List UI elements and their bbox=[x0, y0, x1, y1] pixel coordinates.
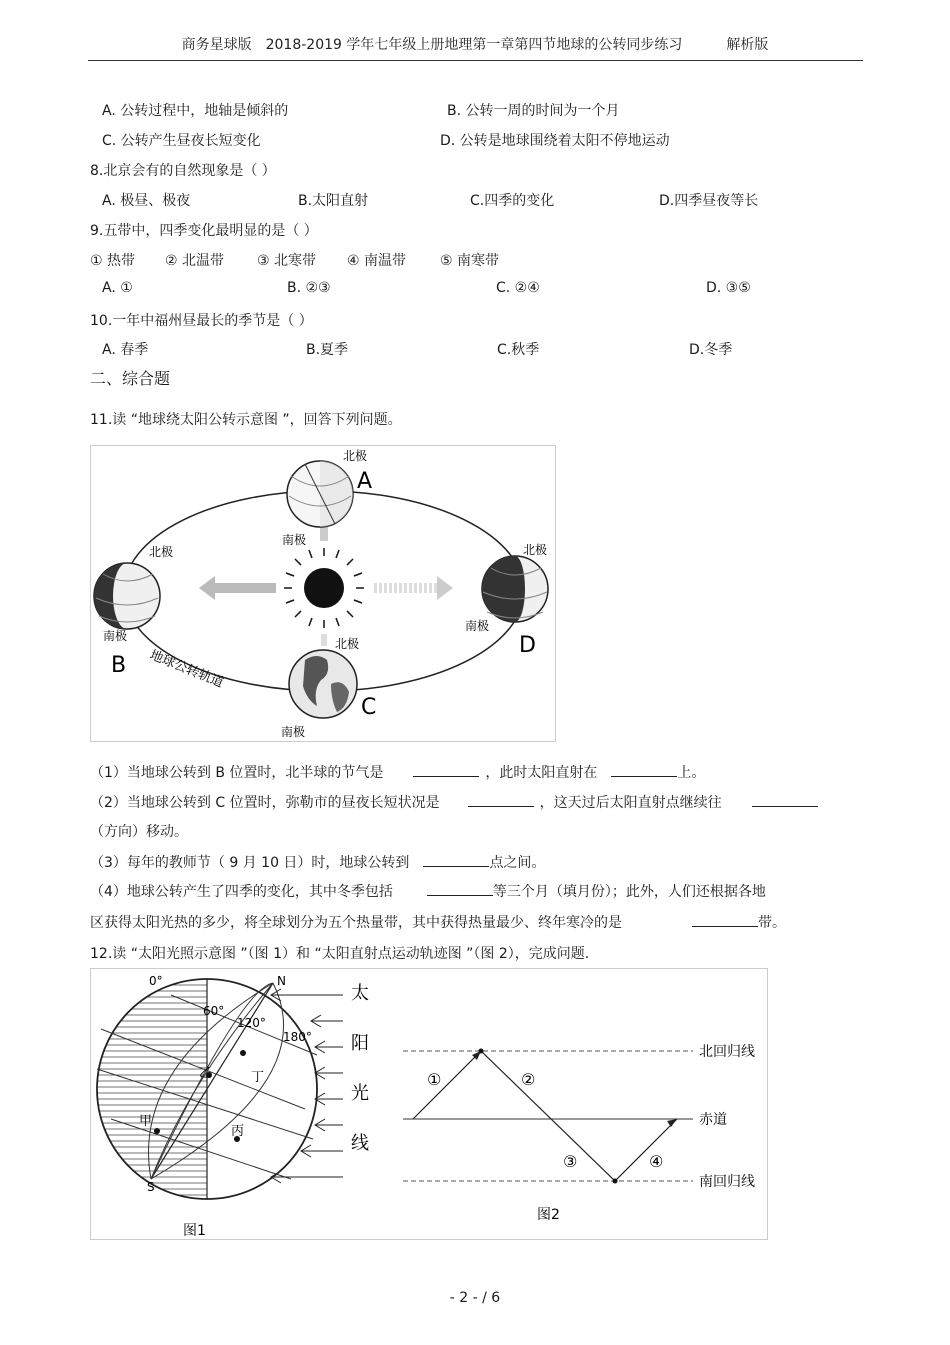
q11-sub2-text-a: （2）当地球公转到 C 位置时，弥勒市的昼夜长短状况是 bbox=[90, 795, 440, 811]
q12-stem: 12.读 “太阳光照示意图 ”（图 1）和 “太阳直射点运动轨迹图 ”（图 2），完成问题. bbox=[90, 946, 590, 962]
fig1-jia: 甲 bbox=[139, 1114, 153, 1129]
q8-option-b: B.太阳直射 bbox=[298, 193, 369, 209]
answer-blank[interactable] bbox=[692, 914, 758, 927]
fig2-caption: 图2 bbox=[537, 1207, 560, 1223]
q11-sub2-text-b: ，这天过后太阳直射点继续往 bbox=[539, 795, 722, 811]
fig1-caption: 图1 bbox=[183, 1223, 206, 1239]
q9-option-d: D. ③⑤ bbox=[706, 280, 751, 296]
q7-option-b: B. 公转一周的时间为一个月 bbox=[447, 103, 620, 119]
q11-sub1-text-b: ，此时太阳直射在 bbox=[485, 765, 598, 781]
fig2-tropic-south: 南回归线 bbox=[699, 1174, 755, 1190]
q11-sub3 bbox=[90, 852, 545, 872]
q8-option-a: A. 极昼、极夜 bbox=[102, 193, 191, 209]
sunlight-figures bbox=[90, 968, 768, 1240]
sunlight-char-1: 太 bbox=[351, 983, 369, 1004]
header-divider bbox=[88, 60, 863, 61]
fig1-deg-180: 180° bbox=[283, 1030, 312, 1044]
fig2-segment-4: ④ bbox=[649, 1152, 664, 1171]
q11-sub1-text-c: 上。 bbox=[677, 765, 706, 781]
answer-blank[interactable] bbox=[752, 794, 818, 807]
fig2-segment-3: ③ bbox=[563, 1152, 578, 1171]
q9-option-c: C. ②④ bbox=[496, 280, 540, 296]
sun-icon bbox=[284, 548, 364, 628]
q11-sub4-cont bbox=[90, 912, 786, 932]
earth-b-south-label: 南极 bbox=[103, 629, 128, 643]
q11-stem: 11.读 “地球绕太阳公转示意图 ”，回答下列问题。 bbox=[90, 412, 402, 428]
sunlight-char-2: 阳 bbox=[351, 1033, 369, 1054]
q10-stem: 10.一年中福州昼最长的季节是（ ） bbox=[90, 313, 313, 329]
earth-d bbox=[482, 556, 548, 622]
q9-zone-3: ③ 北寒带 bbox=[257, 253, 317, 269]
answer-blank[interactable] bbox=[611, 764, 677, 777]
orbit-label: 地球公转轨道 bbox=[147, 647, 226, 691]
q11-sub3-text-b: 点之间。 bbox=[489, 855, 546, 871]
light-arrow-right-head bbox=[437, 576, 453, 600]
q11-sub2-cont: （方向）移动。 bbox=[90, 824, 188, 840]
q9-zone-1: ① 热带 bbox=[90, 253, 136, 269]
sunlight-char-3: 光 bbox=[351, 1083, 369, 1104]
fig1-south-s: S bbox=[147, 1180, 155, 1194]
label-b: B bbox=[111, 653, 127, 678]
section-title: 二、综合题 bbox=[90, 369, 171, 388]
q11-sub1 bbox=[90, 762, 705, 782]
sunlight-arrows bbox=[271, 989, 343, 1183]
earth-a-south-label: 南极 bbox=[282, 533, 307, 547]
earth-c-north-label: 北极 bbox=[335, 637, 360, 651]
header-title: 2018-2019 学年七年级上册地理第一章第四节地球的公转同步练习 bbox=[265, 37, 683, 53]
fig2-segment-2: ② bbox=[521, 1070, 536, 1089]
earth-c-south-label: 南极 bbox=[281, 725, 306, 739]
orbit-diagram bbox=[91, 446, 555, 741]
q9-option-a: A. ① bbox=[102, 280, 133, 296]
label-c: C bbox=[361, 695, 377, 720]
earth-d-north-label: 北极 bbox=[523, 543, 548, 557]
q9-option-b: B. ②③ bbox=[287, 280, 331, 296]
sunlight-char-4: 线 bbox=[351, 1133, 369, 1154]
q11-sub3-text-a: （3）每年的教师节（ 9 月 10 日）时，地球公转到 bbox=[90, 855, 410, 871]
fig1-deg-120: 120° bbox=[237, 1016, 266, 1030]
fig2-tropic-north: 北回归线 bbox=[699, 1044, 755, 1060]
q8-stem: 8.北京会有的自然现象是（ ） bbox=[90, 163, 276, 179]
q9-zone-5: ⑤ 南寒带 bbox=[440, 253, 500, 269]
fig1-north-n: N bbox=[277, 974, 286, 988]
fig2-segment-1: ① bbox=[427, 1070, 442, 1089]
q7-option-a: A. 公转过程中，地轴是倾斜的 bbox=[102, 103, 289, 119]
answer-blank[interactable] bbox=[427, 883, 493, 896]
q11-sub4-text-c: 区获得太阳光热的多少，将全球划分为五个热量带，其中获得热量最少、终年寒冷的是 bbox=[90, 915, 622, 931]
earth-a bbox=[287, 461, 353, 527]
page-header bbox=[0, 34, 950, 54]
q10-option-b: B.夏季 bbox=[306, 342, 349, 358]
fig1-deg-60: 60° bbox=[203, 1004, 225, 1018]
sunlight-diagrams bbox=[91, 969, 767, 1239]
earth-c bbox=[289, 650, 357, 718]
earth-b bbox=[94, 563, 160, 629]
q8-option-d: D.四季昼夜等长 bbox=[659, 193, 759, 209]
q11-sub2 bbox=[90, 792, 824, 812]
q10-option-d: D.冬季 bbox=[689, 342, 733, 358]
earth-b-north-label: 北极 bbox=[149, 545, 174, 559]
q9-stem: 9.五带中，四季变化最明显的是（ ） bbox=[90, 223, 318, 239]
fig1-deg-0: 0° bbox=[149, 974, 163, 988]
answer-blank[interactable] bbox=[468, 794, 534, 807]
q10-option-a: A. 春季 bbox=[102, 342, 149, 358]
header-tag: 解析版 bbox=[726, 37, 769, 53]
earth-a-north-label: 北极 bbox=[343, 449, 368, 463]
q11-sub4 bbox=[90, 881, 766, 901]
q10-option-c: C.秋季 bbox=[497, 342, 540, 358]
page-number: - 2 - / 6 bbox=[449, 1290, 501, 1306]
header-publisher: 商务星球版 bbox=[181, 37, 252, 53]
answer-blank[interactable] bbox=[413, 764, 479, 777]
q11-sub4-text-a: （4）地球公转产生了四季的变化，其中冬季包括 bbox=[90, 884, 393, 900]
q11-sub1-text-a: （1）当地球公转到 B 位置时，北半球的节气是 bbox=[90, 765, 384, 781]
orbit-figure bbox=[90, 445, 556, 742]
q9-zone-4: ④ 南温带 bbox=[347, 253, 407, 269]
q9-zone-2: ② 北温带 bbox=[165, 253, 225, 269]
fig1-bing: 丙 bbox=[231, 1124, 245, 1139]
q7-option-d: D. 公转是地球围绕着太阳不停地运动 bbox=[440, 133, 670, 149]
earth-d-south-label: 南极 bbox=[465, 619, 490, 633]
answer-blank[interactable] bbox=[423, 854, 489, 867]
fig2-equator: 赤道 bbox=[699, 1112, 727, 1128]
fig1-ding: 丁 bbox=[251, 1070, 265, 1085]
light-arrow-left-head bbox=[199, 576, 215, 600]
q8-option-c: C.四季的变化 bbox=[470, 193, 555, 209]
label-d: D bbox=[519, 633, 536, 658]
fig1-yi: 乙 bbox=[199, 1066, 213, 1081]
q7-option-c: C. 公转产生昼夜长短变化 bbox=[102, 133, 261, 149]
q11-sub4-text-d: 带。 bbox=[758, 915, 786, 931]
label-a: A bbox=[357, 469, 373, 494]
q11-sub4-text-b: 等三个月（填月份）；此外，人们还根据各地 bbox=[492, 884, 766, 900]
